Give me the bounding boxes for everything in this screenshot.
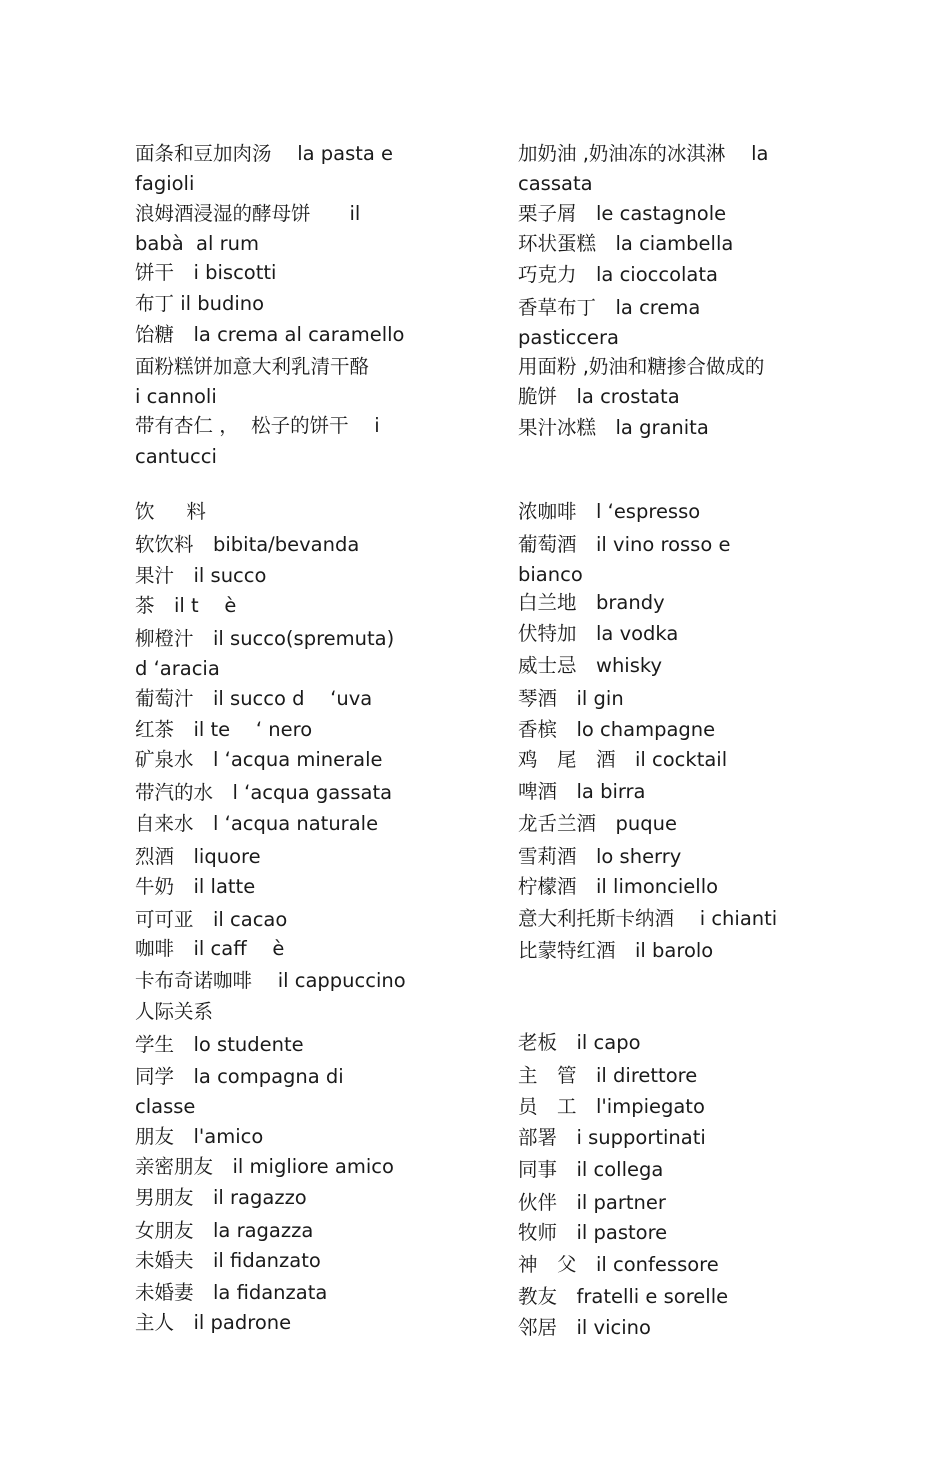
vocab-line: 果汁冰糕 la granita [518, 416, 709, 439]
vocab-line: classe [135, 1095, 196, 1118]
vocab-line: cassata [518, 172, 593, 195]
vocab-line: 加奶油 ,奶油冻的冰淇淋 la [518, 142, 769, 165]
vocab-line: 脆饼 la crostata [518, 385, 680, 408]
vocab-line: i cannoli [135, 385, 217, 408]
vocab-line: 浪姆酒浸湿的酵母饼 il [135, 202, 361, 225]
section-heading: 人际关系 [135, 1000, 214, 1023]
vocab-line: 牛奶 il latte [135, 875, 256, 898]
vocab-line: 员 工 l'impiegato [518, 1095, 705, 1118]
vocab-line: 香槟 lo champagne [518, 718, 716, 741]
vocab-line: 威士忌 whisky [518, 654, 663, 677]
vocab-line: 鸡 尾 酒 il cocktail [518, 748, 728, 771]
vocab-line: 朋友 l'amico [135, 1125, 264, 1148]
vocab-line: 雪莉酒 lo sherry [518, 845, 682, 868]
vocab-line: 果汁 il succo [135, 564, 267, 587]
vocab-line: 红茶 il te ‘ nero [135, 718, 313, 741]
vocab-line: 主人 il padrone [135, 1311, 292, 1334]
vocab-line: 布丁 il budino [135, 292, 265, 315]
vocab-line: 柠檬酒 il limonciello [518, 875, 719, 898]
vocab-line: fagioli [135, 172, 195, 195]
section-heading: 饮 料 [135, 500, 206, 523]
vocab-line: 伙伴 il partner [518, 1191, 666, 1214]
vocab-line: bianco [518, 563, 583, 586]
vocab-line: 未婚妻 la fidanzata [135, 1281, 328, 1304]
vocab-line: d ‘aracia [135, 657, 220, 680]
vocab-line: 带汽的水 l ‘acqua gassata [135, 781, 393, 804]
vocab-line: 牧师 il pastore [518, 1221, 668, 1244]
vocab-line: 葡萄汁 il succo d ‘uva [135, 687, 373, 710]
vocab-line: babà al rum [135, 232, 259, 255]
vocab-line: 带有杏仁 ， 松子的饼干 i [135, 414, 380, 437]
vocab-line: 柳橙汁 il succo(spremuta) [135, 627, 395, 650]
vocab-line: 主 管 il direttore [518, 1064, 698, 1087]
vocab-line: 老板 il capo [518, 1031, 641, 1054]
vocab-line: 饴糖 la crema al caramello [135, 323, 405, 346]
vocab-line: 比蒙特红酒 il barolo [518, 939, 714, 962]
vocab-line: 栗子屑 le castagnole [518, 202, 727, 225]
vocab-line: 咖啡 il caff è [135, 937, 285, 960]
vocab-line: 亲密朋友 il migliore amico [135, 1155, 394, 1178]
vocab-line: 面粉糕饼加意大利乳清干酪 [135, 355, 370, 378]
vocab-line: 部署 i supportinati [518, 1126, 706, 1149]
vocab-line: 神 父 il confessore [518, 1253, 719, 1276]
vocab-line: 饼干 i biscotti [135, 261, 277, 284]
vocab-line: 矿泉水 l ‘acqua minerale [135, 748, 383, 771]
vocab-line: 同学 la compagna di [135, 1065, 344, 1088]
vocab-line: 伏特加 la vodka [518, 622, 679, 645]
vocab-line: 巧克力 la cioccolata [518, 263, 718, 286]
vocab-line: 面条和豆加肉汤 la pasta e [135, 142, 394, 165]
vocab-line: 邻居 il vicino [518, 1316, 651, 1339]
vocab-line: 用面粉 ,奶油和糖掺合做成的 [518, 355, 765, 378]
vocab-line: 意大利托斯卡纳酒 i chianti [518, 907, 778, 930]
vocab-line: 教友 fratelli e sorelle [518, 1285, 729, 1308]
vocab-line: 软饮料 bibita/bevanda [135, 533, 360, 556]
vocab-line: pasticcera [518, 326, 619, 349]
vocab-line: 白兰地 brandy [518, 591, 665, 614]
vocab-line: 自来水 l ‘acqua naturale [135, 812, 379, 835]
vocab-line: 啤酒 la birra [518, 780, 646, 803]
vocab-line: 葡萄酒 il vino rosso e [518, 533, 731, 556]
vocab-line: 同事 il collega [518, 1158, 664, 1181]
vocab-line: 琴酒 il gin [518, 687, 624, 710]
vocab-line: 男朋友 il ragazzo [135, 1186, 307, 1209]
vocab-line: 可可亚 il cacao [135, 908, 288, 931]
vocab-line: 烈酒 liquore [135, 845, 261, 868]
vocab-line: 龙舌兰酒 puque [518, 812, 677, 835]
vocab-line: 茶 il t è [135, 594, 237, 617]
vocab-line: 未婚夫 il fidanzato [135, 1249, 321, 1272]
vocab-line: 香草布丁 la crema [518, 296, 701, 319]
vocab-line: cantucci [135, 445, 217, 468]
vocab-line: 浓咖啡 l ‘espresso [518, 500, 701, 523]
vocab-line: 学生 lo studente [135, 1033, 304, 1056]
vocab-line: 卡布奇诺咖啡 il cappuccino [135, 969, 406, 992]
vocab-line: 女朋友 la ragazza [135, 1219, 314, 1242]
vocab-line: 环状蛋糕 la ciambella [518, 232, 734, 255]
